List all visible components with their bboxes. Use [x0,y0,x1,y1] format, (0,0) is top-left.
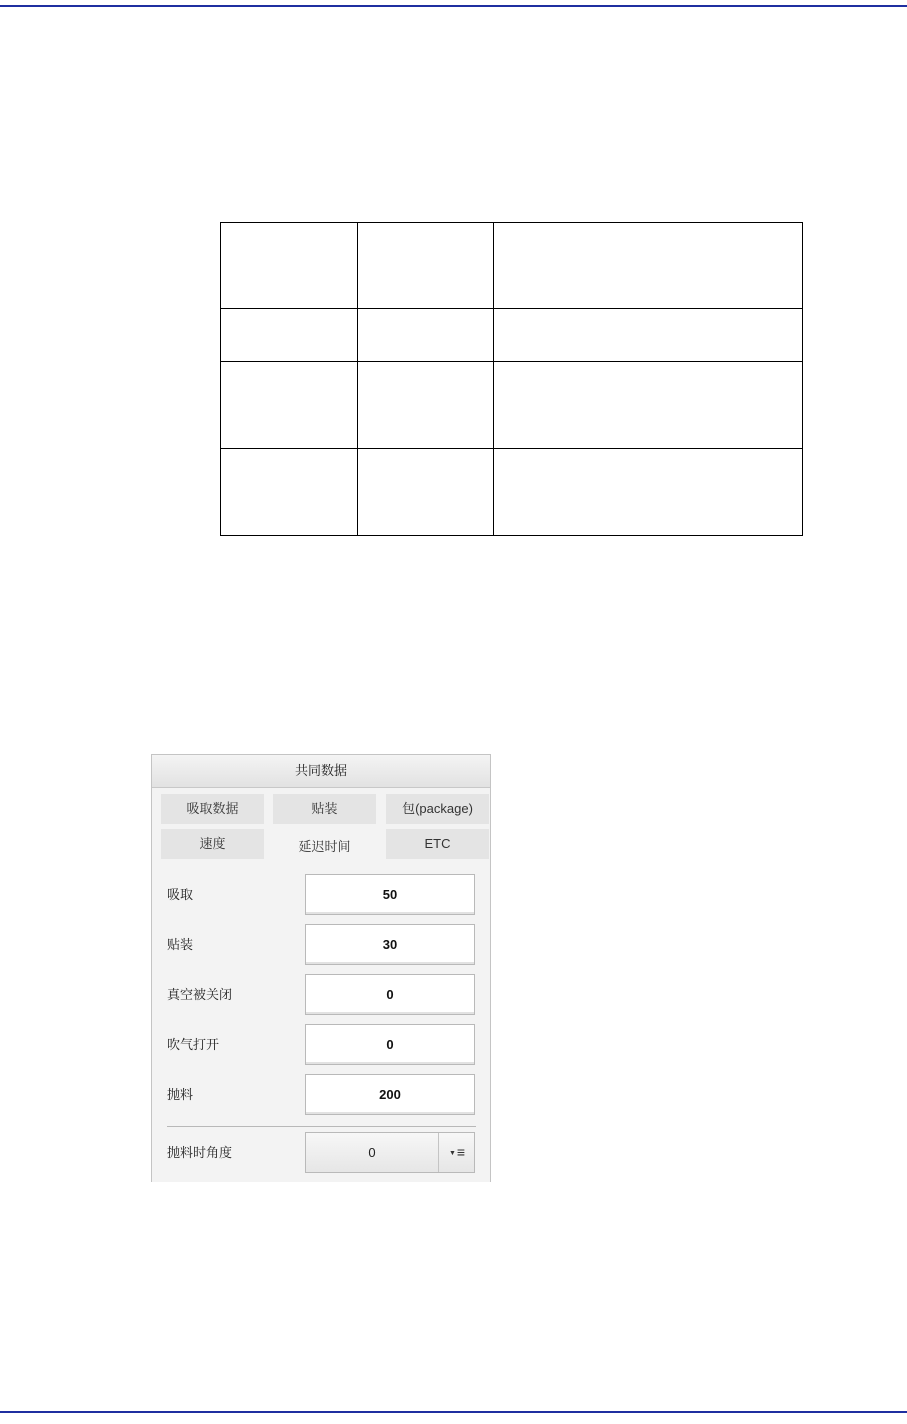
tab-package[interactable]: 包(package) [386,794,489,824]
table-cell [221,449,358,536]
table-cell [494,309,803,362]
field-label: 吸取 [167,887,194,902]
field-label: 吹气打开 [167,1037,220,1052]
header-rule [0,5,907,7]
field-row-discard [152,1074,491,1116]
table-cell [358,362,494,449]
discard-delay-input[interactable]: 200 [305,1074,475,1115]
field-row-blow-on [152,1024,491,1066]
pickup-delay-input[interactable]: 50 [305,874,475,915]
table-cell [358,223,494,309]
tab-pickup-data[interactable]: 吸取数据 [161,794,264,824]
discard-angle-value: 0 [368,1145,376,1160]
field-row-vacuum-off [152,974,491,1016]
field-row-placement [152,924,491,966]
tab-placement[interactable]: 贴装 [273,794,376,824]
table-row [221,223,803,309]
blow-on-delay-input[interactable]: 0 [305,1024,475,1065]
discard-angle-select[interactable] [305,1132,475,1173]
field-label: 真空被关闭 [167,987,233,1002]
divider [167,1126,476,1127]
field-label: 抛料 [167,1087,194,1102]
tab-speed[interactable]: 速度 [161,829,264,859]
table-cell [494,362,803,449]
table-row [221,309,803,362]
placement-delay-input[interactable]: 30 [305,924,475,965]
dropdown-list-icon[interactable]: ▼≡ [438,1133,475,1172]
field-row-pickup [152,874,491,916]
table-row [221,362,803,449]
vacuum-off-delay-input[interactable]: 0 [305,974,475,1015]
table-cell [221,223,358,309]
field-label: 贴装 [167,937,194,952]
tab-etc[interactable]: ETC [386,829,489,859]
table-cell [494,449,803,536]
table-cell [494,223,803,309]
common-data-panel [151,754,491,1182]
field-row-discard-angle [152,1132,491,1174]
table-cell [221,309,358,362]
table-row [221,449,803,536]
tab-delay-time[interactable]: 延迟时间 [273,829,376,863]
tab-bar [152,788,490,860]
table-cell [358,309,494,362]
blank-table [220,222,803,536]
field-label: 抛料时角度 [167,1145,233,1160]
table-cell [221,362,358,449]
footer-rule [0,1411,907,1413]
table-cell [358,449,494,536]
panel-title: 共同数据 [152,755,490,788]
